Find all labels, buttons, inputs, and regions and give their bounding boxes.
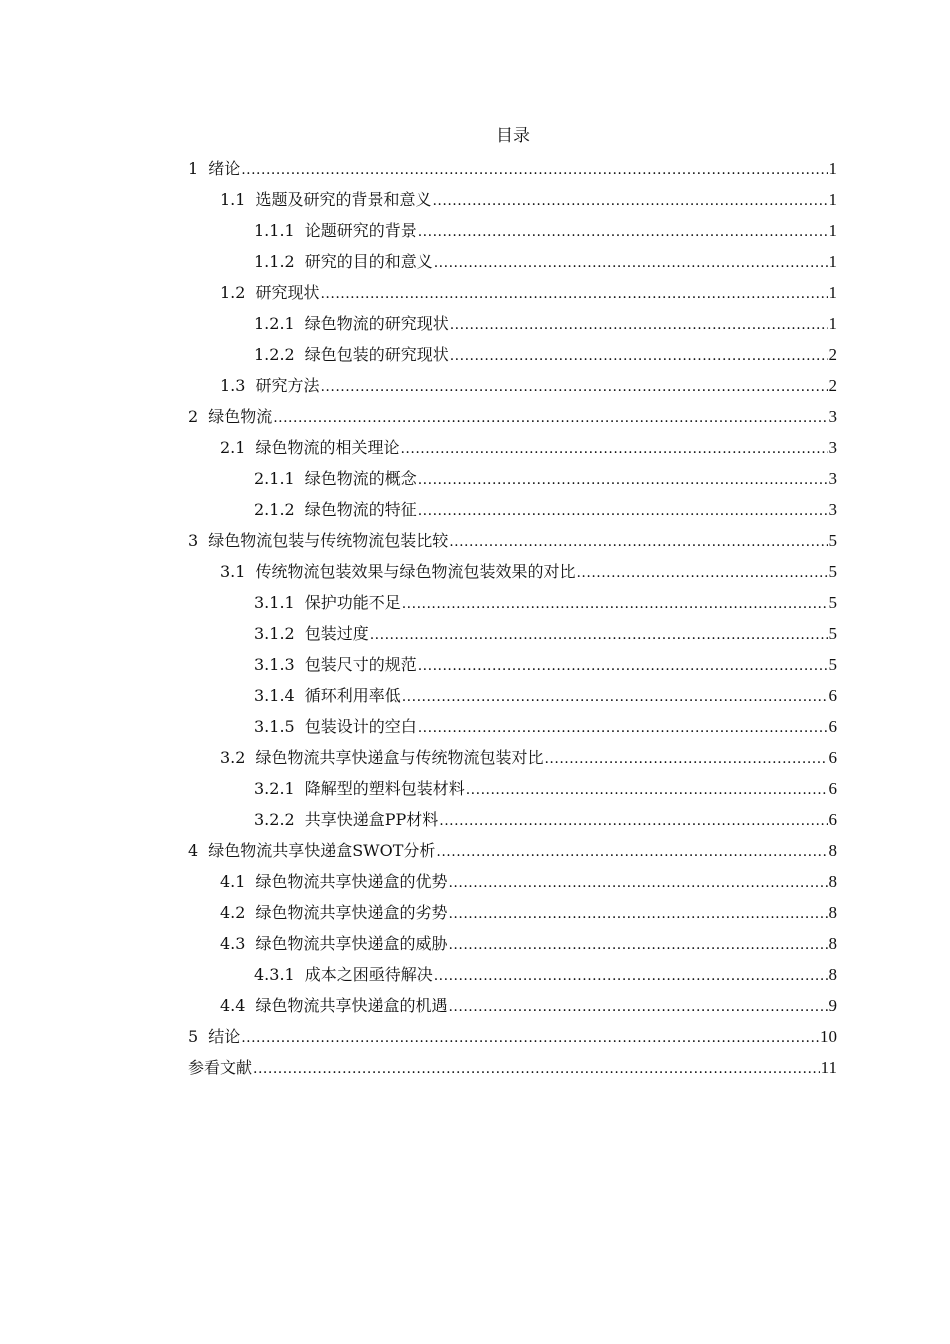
toc-entry-number: 1.3 [220, 376, 246, 395]
toc-dot-leader [449, 527, 827, 558]
toc-dot-leader [320, 372, 827, 403]
toc-entry-number: 3.1.5 [254, 717, 295, 736]
toc-entry[interactable] [188, 184, 837, 215]
toc-entry[interactable] [188, 742, 837, 773]
toc-dot-leader [402, 682, 828, 713]
toc-entry-page-number: 2 [828, 345, 837, 364]
toc-entry-number: 2.1.2 [254, 500, 295, 519]
toc-entry-title: 研究现状 [255, 283, 320, 302]
toc-entry[interactable] [188, 432, 837, 463]
toc-entry[interactable] [188, 153, 837, 184]
toc-entry[interactable] [188, 494, 837, 525]
toc-entry[interactable] [188, 1052, 837, 1083]
toc-entry-title: 包装尺寸的规范 [304, 655, 417, 674]
toc-entry-title: 绪论 [208, 159, 241, 178]
toc-entry[interactable] [188, 649, 837, 680]
toc-entry-number: 3 [188, 531, 199, 550]
toc-entry[interactable] [188, 928, 837, 959]
toc-dot-leader [439, 806, 827, 837]
toc-entry-number: 1.1.1 [254, 221, 295, 240]
toc-entry-title: 绿色物流共享快递盒与传统物流包装对比 [255, 748, 544, 767]
toc-entry-number: 3.2.1 [254, 779, 295, 798]
toc-entry-title: 绿色物流共享快递盒的机遇 [255, 996, 448, 1015]
toc-entry-number: 3.1 [220, 562, 246, 581]
toc-entry-page-number: 3 [828, 469, 837, 488]
toc-entry-title: 成本之困亟待解决 [304, 965, 433, 984]
toc-entry-title: 参看文献 [188, 1058, 253, 1077]
toc-dot-leader [450, 310, 828, 341]
toc-entry[interactable] [188, 370, 837, 401]
toc-entry-number: 3.2 [220, 748, 246, 767]
toc-entry-page-number: 11 [820, 1058, 837, 1077]
toc-dot-leader [370, 620, 828, 651]
toc-entry-page-number: 8 [828, 872, 837, 891]
toc-dot-leader [448, 992, 827, 1023]
toc-entry-page-number: 3 [828, 438, 837, 457]
toc-dot-leader [418, 713, 828, 744]
toc-entry-number: 4.2 [220, 903, 246, 922]
toc-dot-leader [418, 217, 828, 248]
toc-dot-leader [544, 744, 827, 775]
toc-entry[interactable] [188, 835, 837, 866]
toc-entry-number: 1 [188, 159, 199, 178]
table-of-contents [188, 153, 837, 1083]
toc-entry[interactable] [188, 866, 837, 897]
toc-entry-number: 4 [188, 841, 199, 860]
toc-entry-page-number: 5 [828, 593, 837, 612]
toc-entry-title: 绿色物流共享快递盒的威胁 [255, 934, 448, 953]
toc-entry-page-number: 1 [828, 221, 837, 240]
toc-entry-page-number: 1 [828, 159, 837, 178]
toc-dot-leader [436, 837, 827, 868]
toc-entry-page-number: 5 [828, 562, 837, 581]
toc-entry-title: 绿色包装的研究现状 [304, 345, 449, 364]
toc-entry[interactable] [188, 804, 837, 835]
toc-entry[interactable] [188, 618, 837, 649]
toc-dot-leader [432, 186, 827, 217]
toc-dot-leader [273, 403, 827, 434]
toc-dot-leader [448, 930, 827, 961]
toc-entry-title: 共享快递盒PP材料 [304, 810, 439, 829]
toc-entry-page-number: 6 [828, 748, 837, 767]
toc-entry-number: 3.1.3 [254, 655, 295, 674]
toc-dot-leader [241, 1023, 819, 1054]
toc-entry-page-number: 5 [828, 531, 837, 550]
toc-entry[interactable] [188, 463, 837, 494]
toc-dot-leader [402, 589, 828, 620]
toc-dot-leader [418, 651, 828, 682]
toc-entry[interactable] [188, 773, 837, 804]
toc-entry-title: 包装设计的空白 [304, 717, 417, 736]
toc-entry-title: 循环利用率低 [304, 686, 401, 705]
toc-entry-number: 2.1.1 [254, 469, 295, 488]
toc-entry-number: 2 [188, 407, 199, 426]
toc-entry-number: 3.1.1 [254, 593, 295, 612]
toc-entry-page-number: 5 [828, 624, 837, 643]
toc-dot-leader [418, 496, 828, 527]
toc-entry-number: 1.2.2 [254, 345, 295, 364]
toc-entry-title: 绿色物流共享快递盒的优势 [255, 872, 448, 891]
toc-dot-leader [320, 279, 827, 310]
toc-entry-number: 1.2 [220, 283, 246, 302]
toc-entry[interactable] [188, 587, 837, 618]
toc-dot-leader [241, 155, 827, 186]
toc-dot-leader [400, 434, 827, 465]
toc-entry-page-number: 8 [828, 903, 837, 922]
toc-entry[interactable] [188, 246, 837, 277]
toc-entry[interactable] [188, 308, 837, 339]
toc-entry[interactable] [188, 215, 837, 246]
toc-dot-leader [434, 961, 828, 992]
toc-entry-page-number: 6 [828, 686, 837, 705]
toc-entry-title: 结论 [208, 1027, 241, 1046]
toc-entry-page-number: 6 [828, 779, 837, 798]
toc-entry-number: 4.4 [220, 996, 246, 1015]
toc-entry-title: 绿色物流的研究现状 [304, 314, 449, 333]
toc-entry-title: 绿色物流 [208, 407, 273, 426]
toc-dot-leader [253, 1054, 820, 1085]
toc-entry[interactable] [188, 959, 837, 990]
toc-entry-number: 4.3 [220, 934, 246, 953]
toc-entry-title: 选题及研究的背景和意义 [255, 190, 432, 209]
toc-entry-number: 3.1.2 [254, 624, 295, 643]
toc-entry-title: 论题研究的背景 [304, 221, 417, 240]
toc-dot-leader [448, 868, 827, 899]
toc-entry-title: 绿色物流包装与传统物流包装比较 [208, 531, 449, 550]
toc-entry-number: 4.1 [220, 872, 246, 891]
toc-entry-title: 研究方法 [255, 376, 320, 395]
toc-entry-number: 3.1.4 [254, 686, 295, 705]
toc-entry-page-number: 9 [828, 996, 837, 1015]
toc-entry[interactable] [188, 277, 837, 308]
toc-entry-page-number: 8 [828, 934, 837, 953]
toc-entry-page-number: 6 [828, 717, 837, 736]
toc-dot-leader [450, 341, 828, 372]
toc-entry-number: 3.2.2 [254, 810, 295, 829]
toc-entry-number: 2.1 [220, 438, 246, 457]
toc-entry-page-number: 10 [820, 1027, 837, 1046]
toc-entry-title: 研究的目的和意义 [304, 252, 433, 271]
toc-entry-title: 绿色物流共享快递盒SWOT分析 [208, 841, 436, 860]
toc-entry-page-number: 1 [828, 314, 837, 333]
toc-entry-page-number: 2 [828, 376, 837, 395]
toc-entry-title: 传统物流包装效果与绿色物流包装效果的对比 [255, 562, 576, 581]
toc-entry[interactable] [188, 711, 837, 742]
toc-entry-page-number: 3 [828, 407, 837, 426]
toc-entry[interactable] [188, 339, 837, 370]
toc-entry-title: 降解型的塑料包装材料 [304, 779, 465, 798]
toc-entry[interactable] [188, 897, 837, 928]
toc-title: 目录 [496, 126, 530, 146]
toc-entry-number: 1.1 [220, 190, 246, 209]
toc-entry-number: 5 [188, 1027, 199, 1046]
toc-entry-title: 绿色物流的特征 [304, 500, 417, 519]
toc-entry-page-number: 8 [828, 965, 837, 984]
toc-entry[interactable] [188, 525, 837, 556]
toc-entry-page-number: 1 [828, 283, 837, 302]
toc-entry[interactable] [188, 680, 837, 711]
toc-entry-page-number: 5 [828, 655, 837, 674]
toc-entry[interactable] [188, 556, 837, 587]
toc-dot-leader [448, 899, 827, 930]
toc-entry-number: 1.2.1 [254, 314, 295, 333]
toc-entry[interactable] [188, 990, 837, 1021]
toc-entry-page-number: 3 [828, 500, 837, 519]
toc-entry-title: 包装过度 [304, 624, 369, 643]
toc-entry-page-number: 1 [828, 252, 837, 271]
toc-entry-title: 保护功能不足 [304, 593, 401, 612]
toc-entry-number: 4.3.1 [254, 965, 295, 984]
toc-entry-title: 绿色物流的相关理论 [255, 438, 400, 457]
toc-entry-title: 绿色物流的概念 [304, 469, 417, 488]
toc-dot-leader [418, 465, 828, 496]
toc-entry-title: 绿色物流共享快递盒的劣势 [255, 903, 448, 922]
toc-entry[interactable] [188, 401, 837, 432]
toc-dot-leader [466, 775, 828, 806]
toc-entry[interactable] [188, 1021, 837, 1052]
toc-dot-leader [434, 248, 828, 279]
toc-entry-page-number: 1 [828, 190, 837, 209]
toc-entry-page-number: 8 [828, 841, 837, 860]
toc-entry-number: 1.1.2 [254, 252, 295, 271]
toc-dot-leader [576, 558, 827, 589]
toc-entry-page-number: 6 [828, 810, 837, 829]
